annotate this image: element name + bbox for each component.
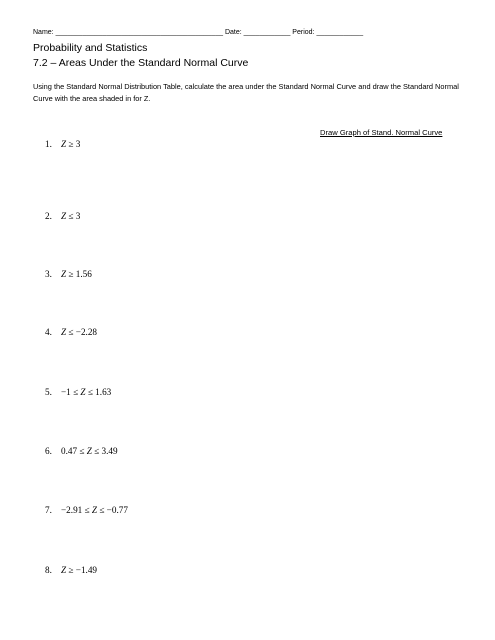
name-blank: ___________________________________________ <box>55 29 223 36</box>
problem-number: 3. <box>45 269 52 279</box>
problem-5 <box>45 387 111 397</box>
instructions: Using the Standard Normal Distribution Table, calculate the area under the Standard Normal Curve and draw the Standard Normal Curve with the area shaded in for Z. <box>33 82 459 103</box>
problem-1 <box>45 139 80 149</box>
problem-number: 2. <box>45 211 52 221</box>
problem-number: 7. <box>45 505 52 515</box>
problem-2 <box>45 211 80 221</box>
problem-number: 6. <box>45 446 52 456</box>
problem-number: 1. <box>45 139 52 149</box>
problem-expression: Z ≤ −2.28 <box>61 327 98 337</box>
problem-expression: Z ≤ 3 <box>61 211 81 221</box>
problem-expression: Z ≥ 1.56 <box>61 269 92 279</box>
problem-expression: −1 ≤ Z ≤ 1.63 <box>61 387 112 397</box>
problem-4 <box>45 327 97 337</box>
problem-number: 8. <box>45 565 52 575</box>
problem-3 <box>45 269 92 279</box>
problem-expression: 0.47 ≤ Z ≤ 3.49 <box>61 446 118 456</box>
problem-expression: −2.91 ≤ Z ≤ −0.77 <box>61 505 128 515</box>
problem-number: 4. <box>45 327 52 337</box>
problem-8 <box>45 565 97 575</box>
problem-6 <box>45 446 118 456</box>
problem-number: 5. <box>45 387 52 397</box>
course-title: Probability and Statistics <box>33 42 148 54</box>
period-blank: ____________ <box>316 29 364 36</box>
date-label: Date: <box>224 29 242 36</box>
graph-column-heading: Draw Graph of Stand. Normal Curve <box>320 128 443 137</box>
name-label: Name: <box>33 29 54 36</box>
period-label: Period: <box>292 29 315 36</box>
problem-7 <box>45 505 128 515</box>
problem-expression: Z ≥ −1.49 <box>61 565 98 575</box>
section-title: 7.2 – Areas Under the Standard Normal Curve <box>33 57 249 69</box>
header-line <box>33 29 363 36</box>
problem-expression: Z ≥ 3 <box>61 139 81 149</box>
date-blank: ____________ <box>243 29 291 36</box>
